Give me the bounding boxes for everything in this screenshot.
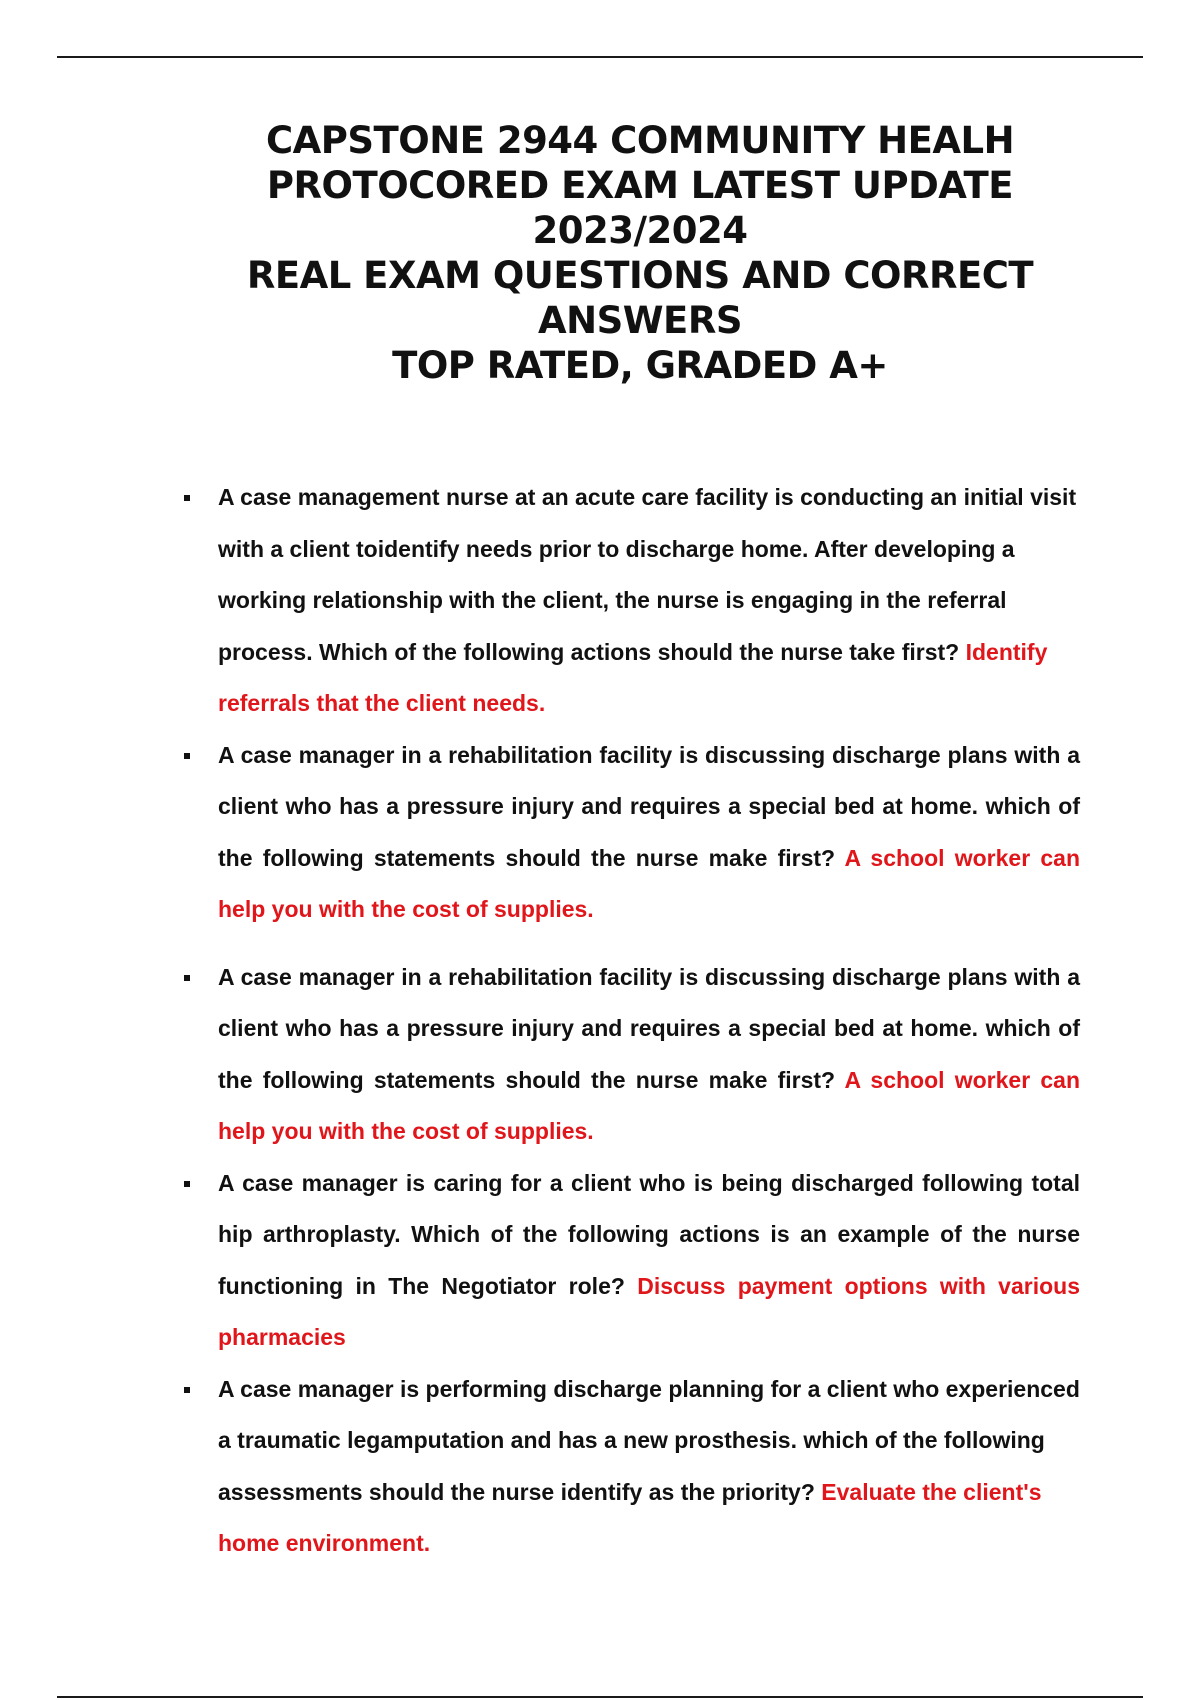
title-line-1: CAPSTONE 2944 COMMUNITY HEALH (265, 119, 1015, 162)
question-text: A case manager in a rehabilitation facility is discussing discharge plans with a client who has a pressure injury and requires a special bed at home. which of the following statements should the nurse make first? (218, 963, 1080, 1093)
question-text: A case management nurse at an acute care facility is conducting an initial visit with a client toidentify needs prior to discharge home. After developing a working relationship with the client, the nurse is engaging in the referral process. Which of the following actions should the nurse take first? (218, 484, 1077, 665)
list-item (180, 1364, 1080, 1570)
bullet-icon (184, 753, 190, 759)
title-line-2: PROTOCORED EXAM LATEST UPDATE (266, 164, 1014, 207)
answer-text: Evaluate the client's home environment. (218, 1478, 1042, 1556)
title-line-6: TOP RATED, GRADED A+ (392, 344, 888, 387)
title-line-5: ANSWERS (538, 299, 742, 342)
bullet-icon (184, 1387, 190, 1393)
answer-text: Identify referrals that the client needs. (218, 638, 1048, 716)
title-line-4: REAL EXAM QUESTIONS AND CORRECT (246, 254, 1034, 297)
title-line-3: 2023/2024 (532, 209, 748, 252)
question-text: A case manager is performing discharge planning for a client who experienced a traumatic legamputation and has a new prosthesis. which of the following assessments should the nurse identify as the priority? (218, 1375, 1080, 1505)
list-item (180, 730, 1080, 936)
bottom-divider (57, 1696, 1143, 1698)
question-list (180, 472, 1080, 1570)
list-item (180, 952, 1080, 1158)
list-item (180, 472, 1080, 730)
bullet-icon (184, 1181, 190, 1187)
question-text: A case manager is caring for a client who is being discharged following total hip arthroplasty. Which of the following actions is an example of the nurse functioning in The Negotiator role? (218, 1169, 1080, 1299)
answer-text: A school worker can help you with the cost of supplies. (218, 1066, 1080, 1144)
top-divider (57, 56, 1143, 58)
answer-text: Discuss payment options with various pharmacies (218, 1272, 1081, 1350)
bullet-icon (184, 495, 190, 501)
answer-text: A school worker can help you with the cost of supplies. (218, 844, 1080, 922)
list-item (180, 1158, 1080, 1364)
bullet-icon (184, 975, 190, 981)
question-text: A case manager in a rehabilitation facility is discussing discharge plans with a client who has a pressure injury and requires a special bed at home. which of the following statements should the nurse make first? (218, 741, 1080, 871)
document-title (180, 118, 1100, 388)
